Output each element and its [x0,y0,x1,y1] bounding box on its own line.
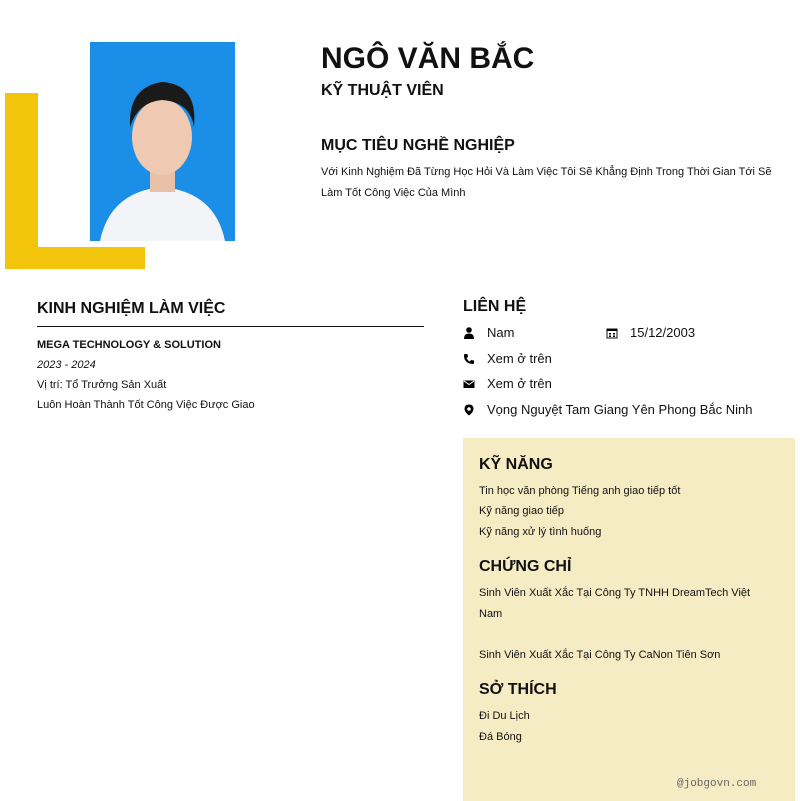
experience-entry [37,335,255,415]
objective-heading: MỤC TIÊU NGHỀ NGHIỆP [321,137,515,154]
objective-text: Với Kinh Nghiệm Đã Từng Học Hỏi Và Làm Việc Tôi Sẽ Khẳng Định Trong Thời Gian Tới Sẽ Làm Tốt Công Việc Của Mình [321,166,772,199]
skill-item: Kỹ năng giao tiếp [479,505,565,517]
skills-heading: KỸ NĂNG [479,456,553,473]
contact-email [463,376,552,391]
certificates-heading: CHỨNG CHỈ [479,558,572,575]
profile-photo [90,42,235,241]
person-icon [463,327,475,339]
side-panel [463,438,795,801]
experience-description: Luôn Hoàn Thành Tốt Công Việc Được Giao [37,399,255,411]
phone-value: Xem ở trên [487,351,552,366]
contact-phone [463,351,552,366]
contact-gender [463,325,514,340]
email-value: Xem ở trên [487,376,552,391]
contact-birthday [606,325,695,340]
location-pin-icon [463,404,475,416]
hobby-item: Đá Bóng [479,731,522,743]
address-value: Vọng Nguyệt Tam Giang Yên Phong Bắc Ninh [487,402,753,417]
birthday-value: 15/12/2003 [630,325,696,340]
candidate-name: NGÔ VĂN BẮC [321,42,535,75]
certificate-item: Sinh Viên Xuất Xắc Tại Công Ty CaNon Tiên Sơn [479,649,721,661]
candidate-role: KỸ THUẬT VIÊN [321,82,444,99]
experience-heading: KINH NGHIỆM LÀM VIỆC [37,300,226,317]
experience-years: 2023 - 2024 [37,359,96,371]
decor-bar-vertical [5,93,38,269]
watermark: @jobgovn.com [677,778,757,790]
decor-bar-horizontal [5,247,145,269]
company-name: MEGA TECHNOLOGY & SOLUTION [37,339,221,351]
experience-position: Vị trí: Tổ Trưởng Sản Xuất [37,379,167,391]
contact-heading: LIÊN HỆ [463,298,527,315]
certificate-item: Sinh Viên Xuất Xắc Tại Công Ty TNHH DreamTech Việt Nam [479,587,751,620]
contact-address [463,402,752,417]
gender-value: Nam [487,325,515,340]
skill-item: Kỹ năng xử lý tình huống [479,526,602,538]
phone-icon [463,353,475,365]
skill-item: Tin học văn phòng Tiếng anh giao tiếp tốt [479,485,681,497]
divider [37,326,424,327]
hobbies-heading: SỞ THÍCH [479,681,557,698]
hobby-item: Đi Du Lịch [479,710,530,722]
calendar-icon [606,327,618,339]
email-icon [463,378,475,390]
